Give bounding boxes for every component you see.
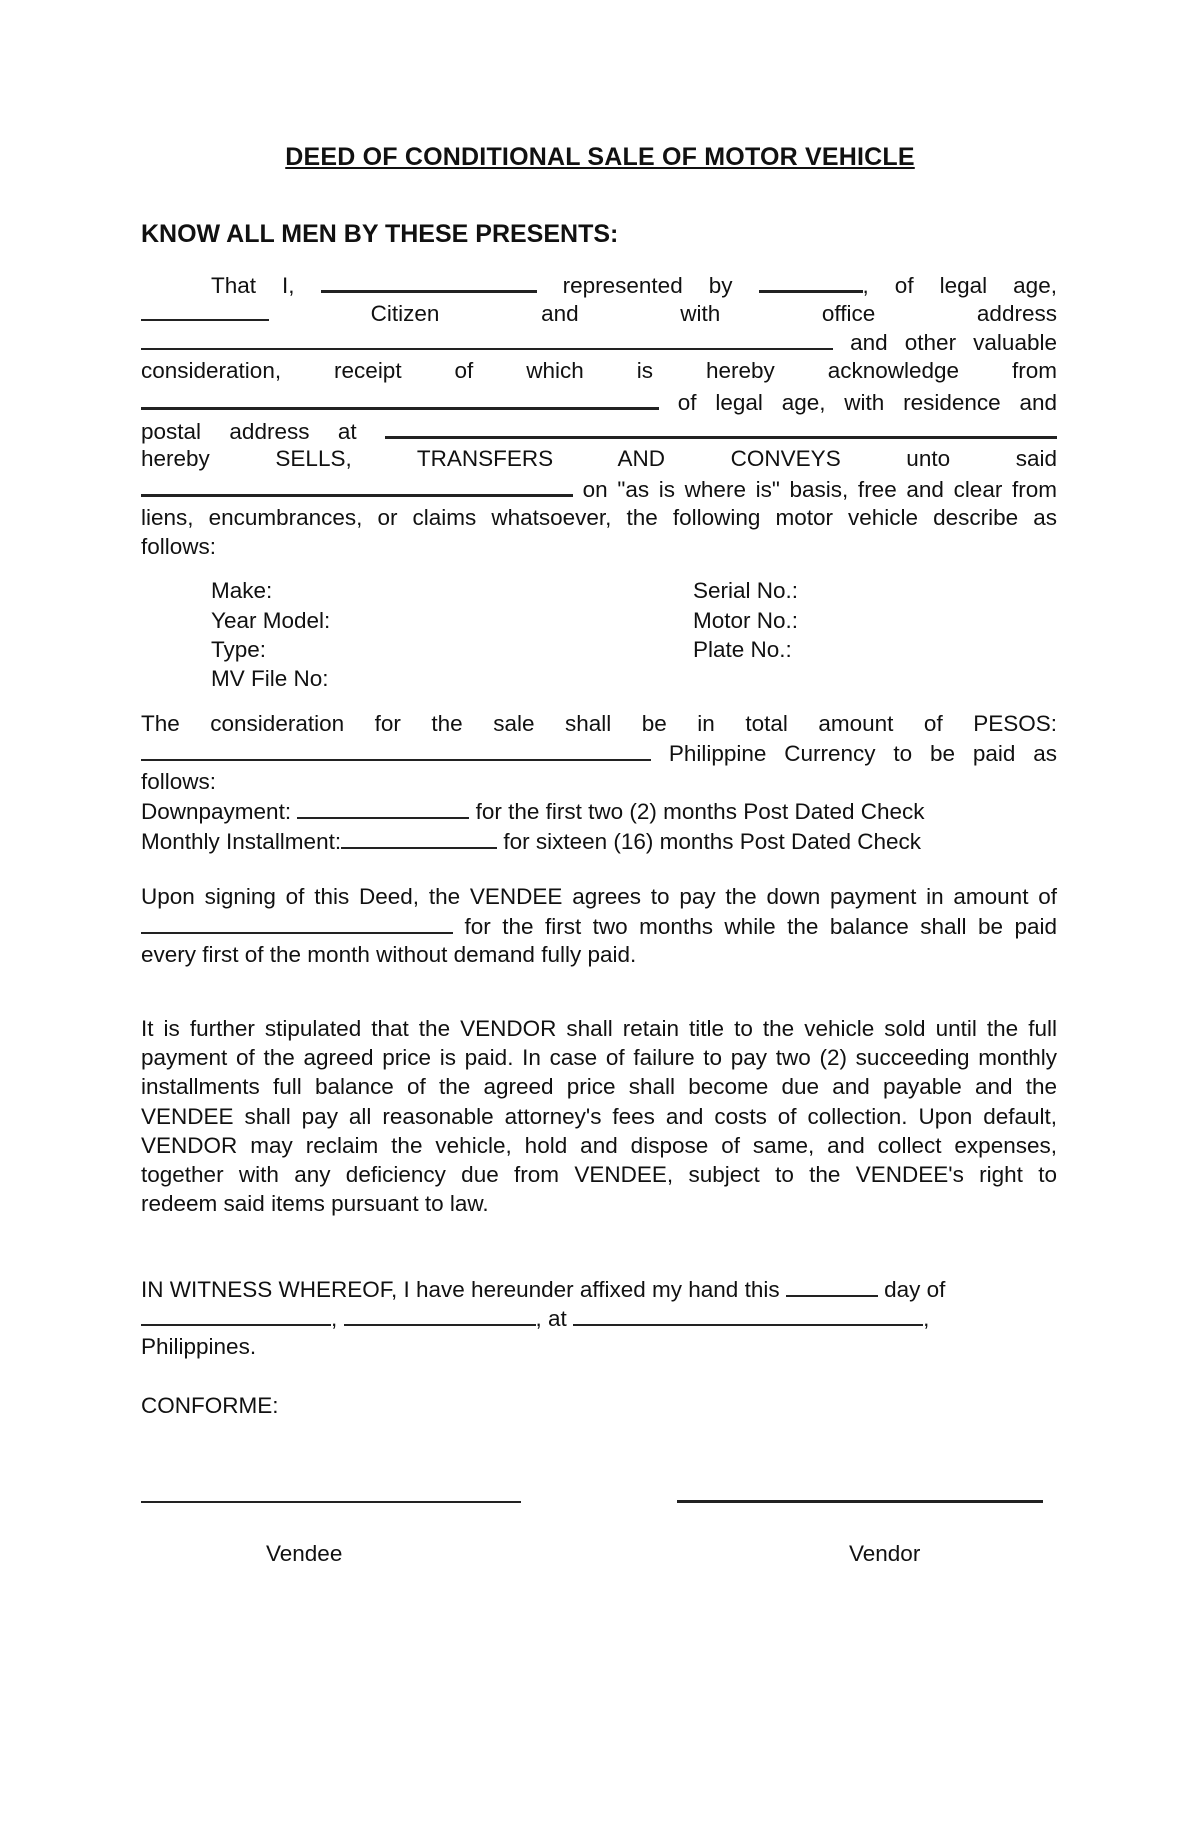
vendee-name-blank: [141, 473, 573, 497]
intro-and: and: [541, 301, 579, 326]
intro-that-i: That I,: [211, 273, 295, 298]
intro-address: address: [976, 301, 1057, 326]
buyer-name-blank: [141, 386, 659, 410]
intro-citizen: Citizen: [370, 301, 440, 326]
intro-other-valuable: and other valuable: [850, 330, 1057, 355]
intro-with: with: [680, 301, 721, 326]
month-blank: [141, 1303, 331, 1326]
office-address-blank: [141, 327, 833, 350]
vehicle-year-model: Year Model:: [211, 608, 331, 633]
intro-line-10: follows:: [141, 534, 217, 559]
intro-represented-by: represented by: [562, 273, 733, 298]
stipulation-line-4: VENDEE shall pay all reasonable attorney's fees and costs of collection. Upon default,: [141, 1104, 1057, 1129]
intro-residence: of legal age, with residence and: [677, 390, 1057, 415]
consideration-line-3: follows:: [141, 769, 217, 794]
intro-line-5: [141, 386, 1057, 415]
down-payment-amount-blank: [141, 911, 453, 934]
downpayment-label: Downpayment:: [141, 799, 292, 824]
stipulation-line-1: It is further stipulated that the VENDOR shall retain title to the vehicle sold until the full: [141, 1016, 1057, 1041]
upon-line-1: Upon signing of this Deed, the VENDEE agrees to pay the down payment in amount of: [141, 884, 1057, 909]
intro-line-4: consideration, receipt of which is hereby acknowledge from: [141, 358, 1057, 383]
vehicle-motor: Motor No.:: [693, 608, 799, 633]
intro-line-9: liens, encumbrances, or claims whatsoever, the following motor vehicle describe as: [141, 505, 1057, 530]
vendor-label: Vendor: [849, 1541, 921, 1566]
consideration-line-2: [141, 738, 1057, 767]
consideration-line-1: The consideration for the sale shall be in total amount of PESOS:: [141, 711, 1057, 736]
stipulation-line-5: VENDOR may reclaim the vehicle, hold and dispose of same, and collect expenses,: [141, 1133, 1057, 1158]
consideration-currency: Philippine Currency to be paid as: [668, 741, 1057, 766]
place-blank: [573, 1303, 923, 1326]
intro-line-8: [141, 473, 1057, 502]
pesos-amount-blank: [141, 738, 651, 761]
vehicle-mv-file: MV File No:: [211, 666, 329, 691]
monthly-line: [141, 826, 921, 856]
witness-comma-2: ,: [923, 1306, 930, 1331]
witness-text: IN WITNESS WHEREOF, I have hereunder affixed my hand this: [141, 1277, 780, 1302]
intro-line-6: [141, 415, 1057, 444]
downpayment-line: [141, 796, 925, 826]
day-blank: [786, 1274, 878, 1297]
upon-line-3: every first of the month without demand fully paid.: [141, 942, 637, 967]
witness-day-of: day of: [884, 1277, 946, 1302]
intro-line-2: [141, 298, 1057, 327]
vehicle-plate: Plate No.:: [693, 637, 792, 662]
postal-address-blank: [385, 415, 1057, 439]
intro-line-1: [211, 269, 1057, 298]
document-title: DEED OF CONDITIONAL SALE OF MOTOR VEHICLE: [285, 143, 915, 171]
vendee-label: Vendee: [266, 1541, 343, 1566]
year-blank: [344, 1303, 536, 1326]
monthly-blank: [341, 826, 497, 849]
seller-name-blank: [321, 269, 537, 293]
intro-line-3: [141, 327, 1057, 356]
vehicle-serial: Serial No.:: [693, 578, 799, 603]
stipulation-line-2: payment of the agreed price is paid. In case of failure to pay two (2) succeeding monthly: [141, 1045, 1057, 1070]
citizenship-blank: [141, 298, 269, 321]
vehicle-type: Type:: [211, 637, 267, 662]
witness-line-2: [141, 1303, 929, 1333]
stipulation-line-6: together with any deficiency due from VENDEE, subject to the VENDEE's right to: [141, 1162, 1057, 1187]
intro-of-legal-age: , of legal age,: [862, 273, 1057, 298]
intro-postal-address: postal address at: [141, 419, 357, 444]
intro-office: office: [821, 301, 876, 326]
vendee-signature-line: [141, 1501, 521, 1503]
know-all-men-heading: KNOW ALL MEN BY THESE PRESENTS:: [141, 220, 619, 248]
monthly-label: Monthly Installment:: [141, 829, 342, 854]
conforme-label: CONFORME:: [141, 1393, 279, 1418]
representative-blank: [759, 269, 863, 293]
witness-at: , at: [535, 1306, 567, 1331]
downpayment-blank: [297, 796, 469, 819]
upon-line-2: [141, 911, 1057, 940]
stipulation-line-3: installments full balance of the agreed price shall become due and payable and the: [141, 1074, 1057, 1099]
witness-line-3: Philippines.: [141, 1334, 257, 1359]
intro-line-7: hereby SELLS, TRANSFERS AND CONVEYS unto said: [141, 446, 1057, 471]
downpayment-text: for the first two (2) months Post Dated Check: [475, 799, 925, 824]
vendor-signature-line: [677, 1500, 1043, 1503]
monthly-text: for sixteen (16) months Post Dated Check: [503, 829, 922, 854]
upon-first-two-months: for the first two months while the balance shall be paid: [464, 914, 1057, 939]
witness-line-1: [141, 1274, 945, 1304]
intro-as-is-basis: on "as is where is" basis, free and clear from: [582, 477, 1057, 502]
stipulation-line-7: redeem said items pursuant to law.: [141, 1191, 489, 1216]
vehicle-make: Make:: [211, 578, 273, 603]
witness-comma-1: ,: [331, 1306, 338, 1331]
